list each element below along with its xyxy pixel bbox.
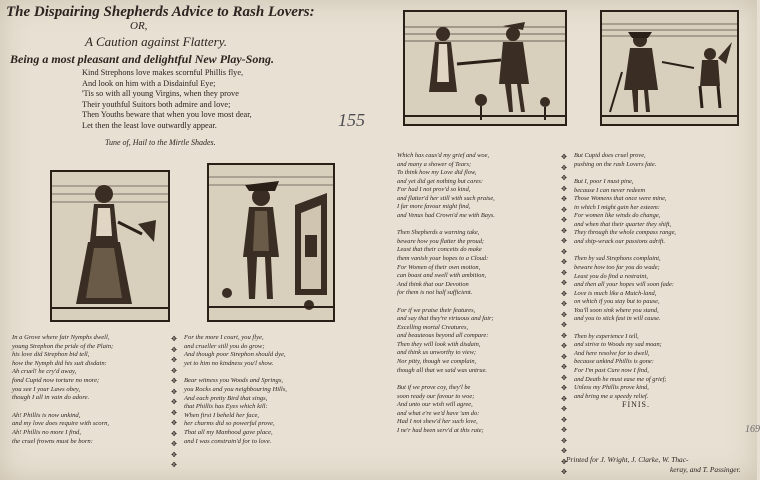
page-number: 169 xyxy=(745,424,760,435)
verse-line: because unkind Phillis is gone: xyxy=(574,358,654,366)
verse-line: though I all in vain do adore. xyxy=(12,394,90,402)
woodcut-cavalier-illustration xyxy=(209,165,333,320)
intro-verse xyxy=(82,68,252,131)
verse-column-2 xyxy=(184,334,287,446)
verse-line: And unto our wish will agree, xyxy=(397,401,473,409)
woodcut-cavalier xyxy=(207,163,335,322)
verse-line: beware how you flatter the proud; xyxy=(397,237,485,245)
verse-line: For if we praise their features, xyxy=(397,306,476,314)
verse-line: and what e're we'd have 'um do: xyxy=(397,409,480,417)
intro-line: Kind Strephons love makes scornful Phillis flye, xyxy=(82,68,244,77)
verse-line: on which if you stay but to pause, xyxy=(574,298,660,306)
ornament-divider-2: ✥ ✥ ✥ ✥ ✥ ✥ ✥ ✥ ✥ ✥ ✥ ✥ ✥ ✥ ✥ ✥ ✥ ✥ ✥ ✥ ✥ ✥ ✥ ✥ ✥ ✥ ✥ ✥ ✥ ✥ ✥ xyxy=(561,153,567,476)
intro-line: And look on him with a Disdainful Eye; xyxy=(82,78,216,88)
verse-line: Had I not shew'd her such love, xyxy=(397,418,478,426)
verse-line: and Venus had Crown'd me with Bays. xyxy=(397,211,495,219)
title-line-1: The Dispairing Shepherds Advice to Rash Lovers: xyxy=(6,4,315,20)
verse-line: and think us unworthy to view; xyxy=(397,349,476,357)
verse-line: Then Shepherds a warning take, xyxy=(397,229,480,237)
title-line-2: OR, xyxy=(130,20,148,32)
verse-line: For the more I court, you flye, xyxy=(184,334,264,341)
verse-line: and bring me a speedy relief. xyxy=(574,392,649,400)
woodcut-woman xyxy=(50,170,170,322)
verse-line: Excelling mortal Creatures, xyxy=(397,323,469,331)
verse-line: her charms did so powerful prove, xyxy=(184,420,275,428)
verse-line: though all that we said was untrue. xyxy=(397,366,488,374)
verse-line: And think that our Devotion xyxy=(397,280,469,288)
verse-line: Then they will look with disdain, xyxy=(397,340,481,348)
verse-line: Least that their conceits do make xyxy=(397,246,482,254)
verse-line: You'll soon sink where you stand, xyxy=(574,306,659,314)
verse-line: For had I not prov'd so kind, xyxy=(397,186,471,194)
woodcut-couple xyxy=(403,10,567,126)
verse-line: Those Womens that once were mine, xyxy=(574,195,667,203)
verse-line: But Cupid does cruel prove, xyxy=(574,152,646,159)
woodcut-man-cupid-illustration xyxy=(602,12,737,124)
printer-imprint xyxy=(566,455,740,475)
verse-column-4 xyxy=(574,152,676,410)
woodcut-couple-illustration xyxy=(405,12,565,124)
verse-line: But I, poor I must pine, xyxy=(574,178,634,186)
verse-line: beware how too far you do wade; xyxy=(574,264,660,272)
verse-line: And each pretty Bird that sings, xyxy=(184,394,268,402)
verse-line: Love is much like a Mutch-land, xyxy=(574,289,657,297)
intro-line: 'Tis so with all young Virgins, when they prove xyxy=(82,89,239,98)
verse-line: Ah cruel! he cry'd away, xyxy=(12,368,77,376)
verse-line: soon ready our favour to woe; xyxy=(397,392,475,400)
verse-line: and when that their quarter they shift, xyxy=(574,220,672,228)
verse-line: And here resolve for to dwell, xyxy=(574,349,650,357)
verse-line: fond Cupid now torture no more; xyxy=(12,376,100,384)
verse-line: you Rocks and you neighbouring Hills, xyxy=(184,385,287,393)
imprint-line: keray, and T. Passinger. xyxy=(670,465,741,474)
verse-line: and say that they're virtuous and fair; xyxy=(397,315,494,323)
verse-line: you see I your Laws obey, xyxy=(12,385,81,393)
verse-line: That all my Manhood gave place, xyxy=(184,428,273,436)
intro-line: Then Youths beware that when you love most dear, xyxy=(82,110,252,119)
handwritten-number: 155 xyxy=(338,110,365,130)
verse-line: Bear witness you Woods and Springs, xyxy=(184,377,284,385)
verse-line: Ah! Phillis is now unkind, xyxy=(12,411,81,419)
verse-line: yet to him no kindness you'l show. xyxy=(184,359,274,367)
verse-line: But if we prove coy, they'l be xyxy=(397,384,471,392)
title-line-3: A Caution against Flattery. xyxy=(85,34,228,49)
verse-line: in which I might gain her esteem: xyxy=(574,203,660,211)
verse-line: I far more favour might find, xyxy=(397,203,471,211)
verse-line: how the Nymph did his suit disdain: xyxy=(12,359,107,367)
verse-line: for them is not half sufficient. xyxy=(397,289,473,297)
woodcut-woman-illustration xyxy=(52,172,168,320)
verse-line: Unless my Phillis prove kind, xyxy=(574,384,649,392)
verse-line: They through the whole compass range, xyxy=(574,229,677,237)
intro-line: Their youthful Suitors both admire and love; xyxy=(82,99,231,109)
verse-line: For I'm past Cure now I find, xyxy=(574,367,649,375)
verse-line: Then by experience I tell, xyxy=(574,332,639,340)
verse-line: and you to stick fast in will cause. xyxy=(574,315,661,323)
verse-column-1 xyxy=(12,334,113,446)
verse-line: and I was constrain'd for to love. xyxy=(184,437,272,445)
verse-line: and strive to Woods my sad moan; xyxy=(574,341,662,349)
verse-line: For Women of their own motion, xyxy=(397,263,481,271)
verse-line: Which has caus'd my grief and woe, xyxy=(397,152,490,159)
finis-mark: FINIS. xyxy=(622,400,651,410)
tune-line: Tune of, Hail to the Mirtle Shades. xyxy=(105,138,216,147)
verse-line: young Strephon the pride of the Plain; xyxy=(12,342,114,350)
verse-line: and yet did get nothing but cares: xyxy=(397,177,484,185)
ornament-divider-1: ✥ ✥ ✥ ✥ ✥ ✥ ✥ ✥ ✥ ✥ ✥ ✥ ✥ xyxy=(171,335,177,469)
verse-line: and many a shower of Tears; xyxy=(397,160,472,168)
verse-line: I ne'r had been serv'd at this rate; xyxy=(397,426,484,434)
verse-line: his love did Strephon bid tell, xyxy=(12,351,90,359)
verse-line: When first I beheld her face, xyxy=(184,411,260,419)
verse-line: can boast and swell with ambition, xyxy=(397,272,487,280)
verse-line: and my love does require with scorn, xyxy=(12,420,110,428)
verse-line: For women like winds do change, xyxy=(574,212,661,220)
verse-line: and ship-wrack our passions adrift. xyxy=(574,237,666,245)
verse-line: because I can never redeem xyxy=(574,186,646,194)
verse-line: Ah! Phillis no more I find, xyxy=(12,428,81,436)
verse-line: and beauteous beyond all compare: xyxy=(397,332,489,340)
verse-line: that Phillis has Eyes which kill: xyxy=(184,403,268,411)
verse-column-3 xyxy=(397,152,495,435)
verse-line: the cruel frowns must be born: xyxy=(12,437,93,445)
verse-line: And though poor Strephon should dye, xyxy=(184,351,286,359)
verse-line: and then all your hopes will soon fade: xyxy=(574,281,674,289)
woodcut-man-and-cupid xyxy=(600,10,739,126)
title-line-4: Being a most pleasant and delightful New Play-Song. xyxy=(10,52,275,66)
intro-line: Let then the least love outwardly appear. xyxy=(82,120,217,130)
verse-line: pushing on the rash Lovers fate. xyxy=(574,160,657,168)
verse-line: To think how my Love did flow, xyxy=(397,169,477,177)
verse-line: Then by sad Strephons complaint, xyxy=(574,255,661,263)
imprint-line: Printed for J. Wright, J. Clarke, W. Thac- xyxy=(566,455,689,464)
verse-line: and crueller still you do grow; xyxy=(184,342,265,350)
verse-line: Least you do find a restraint, xyxy=(574,272,648,280)
verse-line: Nor pitty, though we complain, xyxy=(397,358,477,366)
verse-line: and Death he must ease me of grief; xyxy=(574,375,667,383)
verse-line: and flatter'd her still with such praise, xyxy=(397,194,495,202)
verse-line: them vanish your hopes to a Cloud: xyxy=(397,255,489,263)
verse-line: In a Grove where fair Nymphs dwell, xyxy=(12,334,110,341)
